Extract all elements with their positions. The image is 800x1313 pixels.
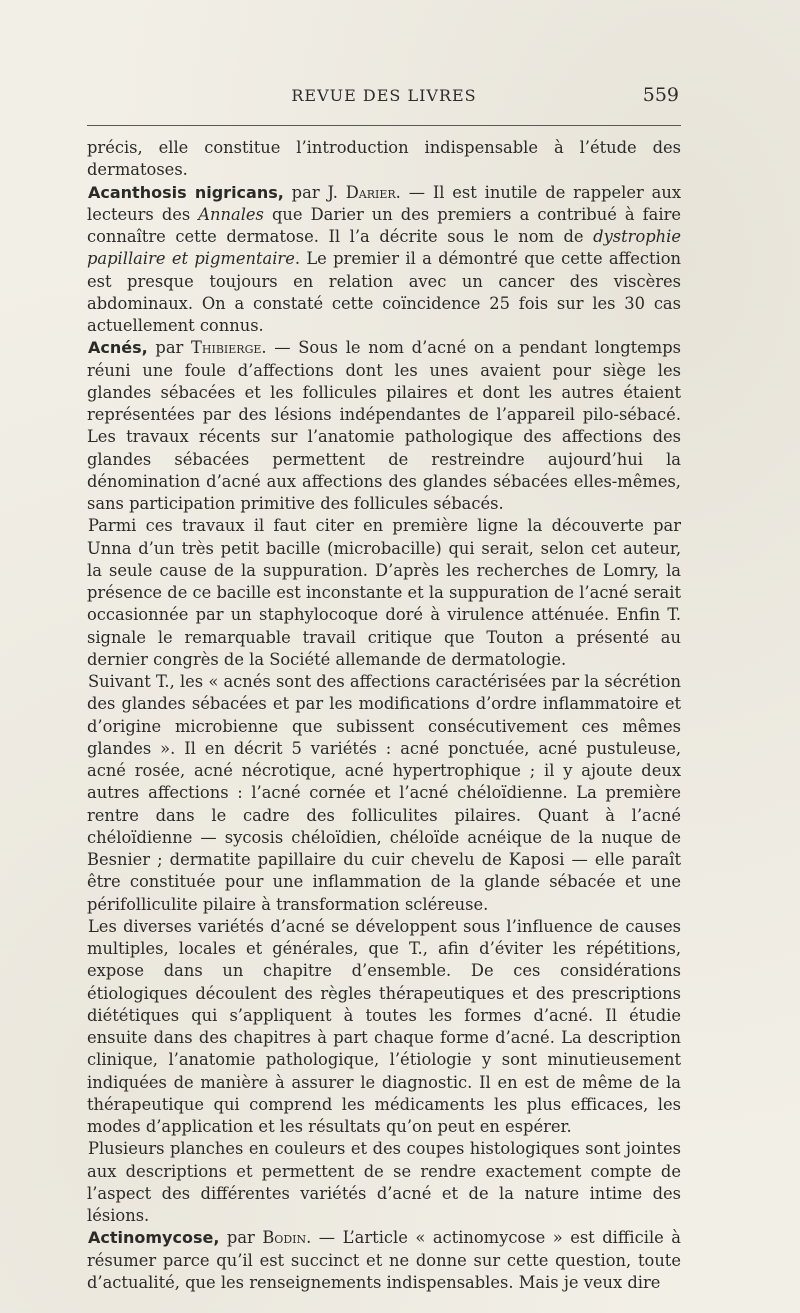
paragraph: Les diverses variétés d’acné se développent sous l’influence de causes multiples, locales et générales, que T., afin d’éviter les répétitions, expose dans un chapitre d’ensemble. De ces considérations étiologiques découlent des règles thérapeutiques et des prescriptions diététiques qui s’appliquent à toutes les formes d’acné. Il étudie ensuite dans des chapitres à part chaque forme d’acné. La description clinique, l’anatomie pathologique, l’étiologie y sont minutieusement indiquées de manière à assurer le diagnostic. Il en est de même de la thérapeutique qui comprend les médicaments les plus efficaces, les modes d’application et les résultats qu’on peut en espérer. (87, 916, 681, 1136)
entry-par: par (219, 1228, 263, 1248)
entry-heading: Acanthosis nigricans, (88, 182, 284, 202)
journal-title: Annales (198, 204, 264, 224)
paragraph: Suivant T., les « acnés sont des affections caractérisées par la sécrétion des glandes sébacées et par les modifications d’ordre inflammatoire et d’origine microbienne que subissent consécutivement ces mêmes glandes ». Il en décrit 5 variétés : acné ponctuée, acné pustuleuse, acné rosée, acné nécrotique, acné hypertrophique ; il y ajoute deux autres affections : l’acné cornée et l’acné chéloïdienne. La première rentre dans le cadre des folliculites pilaires. Quant à l’acné chéloïdienne — sycosis chéloïdien, chéloïde acnéique de la nuque de Besnier ; dermatite papillaire du cuir chevelu de Kaposi — elle paraît être constituée pour une inflammation de la glande sébacée et une périfolliculite pilaire à transformation scléreuse. (87, 672, 681, 914)
running-title: REVUE DES LIVRES (291, 86, 477, 105)
page-number: 559 (642, 84, 679, 106)
entry-author: Bodin (262, 1228, 307, 1248)
paragraph-intro: précis, elle constitue l’introduction indispensable à l’étude des dermatoses. (87, 138, 681, 180)
entry-text: . — Sous le nom d’acné on a pendant longtemps réuni une foule d’affections dont les unes avaient pour siège les glandes sébacées et les follicules pilaires et dont les autres étaient représentées par des lésions indépendantes de l’appareil pilo-sébacé. Les travaux récents sur l’anatomie pathologique des affections des glandes sébacées permettent de restreindre aujourd’hui la dénomination d’acné aux affections des glandes sébacées elles-mêmes, sans participation primitive des follicules sébacés. (87, 338, 682, 513)
entry-text: . Le premier il a démontré que cette affection est presque toujours en relation avec un cancer des viscères abdominaux. On a constaté cette coïncidence 25 fois sur les 30 cas actuellement connus. (87, 249, 681, 335)
term-italic: dystrophie papillaire et pigmentaire (87, 227, 681, 269)
entry-heading: Actinomycose, (88, 1228, 220, 1248)
entry-author: Thibierge (191, 338, 262, 358)
entry-text: . — L’article « actinomycose » est difficile à résumer parce qu’il est succinct et ne donne sur cette question, toute d’actualité, que les renseignements indispensables. Mais je veux dire (87, 1228, 681, 1292)
body-text (87, 137, 681, 1294)
entry-acanthosis (87, 182, 681, 338)
entry-par: par J. (283, 182, 346, 202)
entry-heading: Acnés, (88, 338, 148, 358)
entry-author: Darier (345, 182, 396, 202)
entry-acnes (87, 337, 681, 515)
entry-actinomycose (87, 1227, 681, 1294)
entry-par: par (147, 338, 192, 358)
entry-text: que Darier un des premiers a contribué à faire connaître cette dermatose. Il l’a décrite sous le nom de (87, 204, 681, 246)
paragraph: Plusieurs planches en couleurs et des coupes histologiques sont jointes aux descriptions et permettent de se rendre exactement compte de l’aspect des différentes variétés d’acné et de la nature intime des lésions. (87, 1139, 681, 1225)
paragraph: Parmi ces travaux il faut citer en première ligne la découverte par Unna d’un très petit bacille (microbacille) qui serait, selon cet auteur, la seule cause de la suppuration. D’après les recherches de Lomry, la présence de ce bacille est inconstante et la suppuration de l’acné serait occasionnée par un staphylocoque doré à virulence atténuée. Enfin T. signale le remarquable travail critique que Touton a présenté au dernier congrès de la Société allemande de dermatologie. (87, 516, 681, 669)
page-header (87, 84, 681, 112)
header-rule (87, 125, 681, 126)
entry-text: . — Il est inutile de rappeler aux lecteurs des (87, 182, 681, 224)
